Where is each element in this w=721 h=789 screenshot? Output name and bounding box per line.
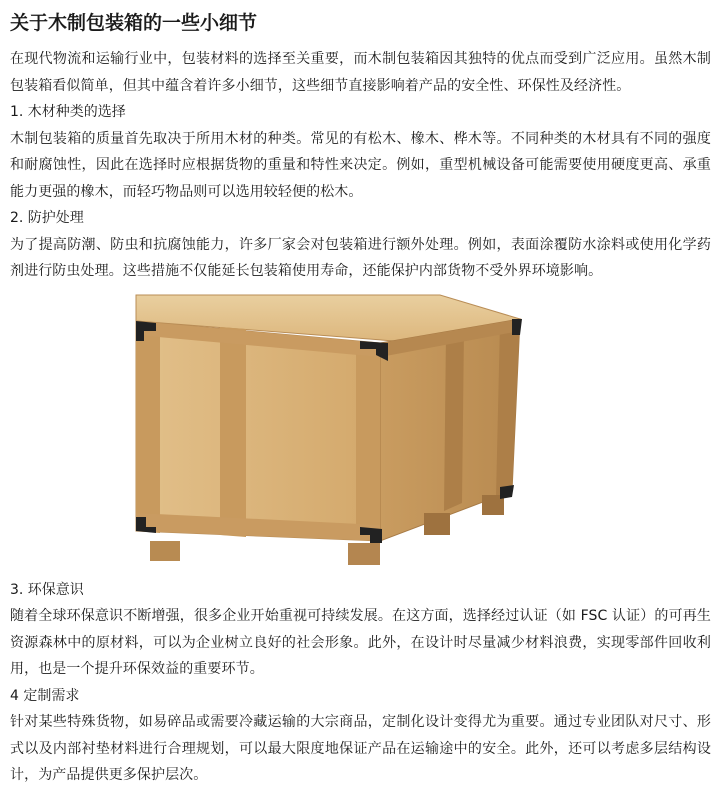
- section-heading-4: 4 定制需求: [10, 687, 80, 704]
- intro-paragraph: 在现代物流和运输行业中，包装材料的选择至关重要，而木制包装箱因其独特的优点而受到广泛应用。虽然木制包装箱看似简单，但其中蕴含着许多小细节，这些细节直接影响着产品的安全性、环保性及经济性。: [10, 51, 711, 94]
- section-body-4: 针对某些特殊货物，如易碎品或需要冷藏运输的大宗商品，定制化设计变得尤为重要。通过专业团队对尺寸、形式以及内部衬垫材料进行合理规划，可以最大限度地保证产品在运输途中的安全。此外，还可以考虑多层结构设计，为产品提供更多保护层次。: [10, 714, 711, 783]
- section-heading-1: 1. 木材种类的选择: [10, 104, 126, 120]
- section-body-1: 木制包装箱的质量首先取决于所用木材的种类。常见的有松木、橡木、桦木等。不同种类的木材具有不同的强度和耐腐蚀性，因此在选择时应根据货物的重量和特性来决定。例如，重型机械设备可能需要使用硬度更高、承重能力更强的橡木，而轻巧物品则可以选用较轻便的松木。: [10, 130, 711, 200]
- section-body-3: 随着全球环保意识不断增强，很多企业开始重视可持续发展。在这方面，选择经过认证（如 FSC 认证）的可再生资源森林中的原材料，可以为企业树立良好的社会形象。此外，在设计时尽量减少材料浪费，实现零部件回收利用，也是一个提升环保效益的重要环节。: [10, 608, 711, 677]
- section-body-2: 为了提高防潮、防虫和抗腐蚀能力，许多厂家会对包装箱进行额外处理。例如，表面涂覆防水涂料或使用化学药剂进行防虫处理。这些措施不仅能延长包装箱使用寿命，还能保护内部货物不受外界环境影响。: [10, 236, 711, 279]
- article-title: 关于木制包装箱的一些小细节: [10, 12, 258, 34]
- section-heading-3: 3. 环保意识: [10, 581, 84, 598]
- wooden-crate-image: [10, 291, 711, 577]
- wooden-crate-icon: [120, 291, 530, 567]
- section-heading-2: 2. 防护处理: [10, 210, 84, 226]
